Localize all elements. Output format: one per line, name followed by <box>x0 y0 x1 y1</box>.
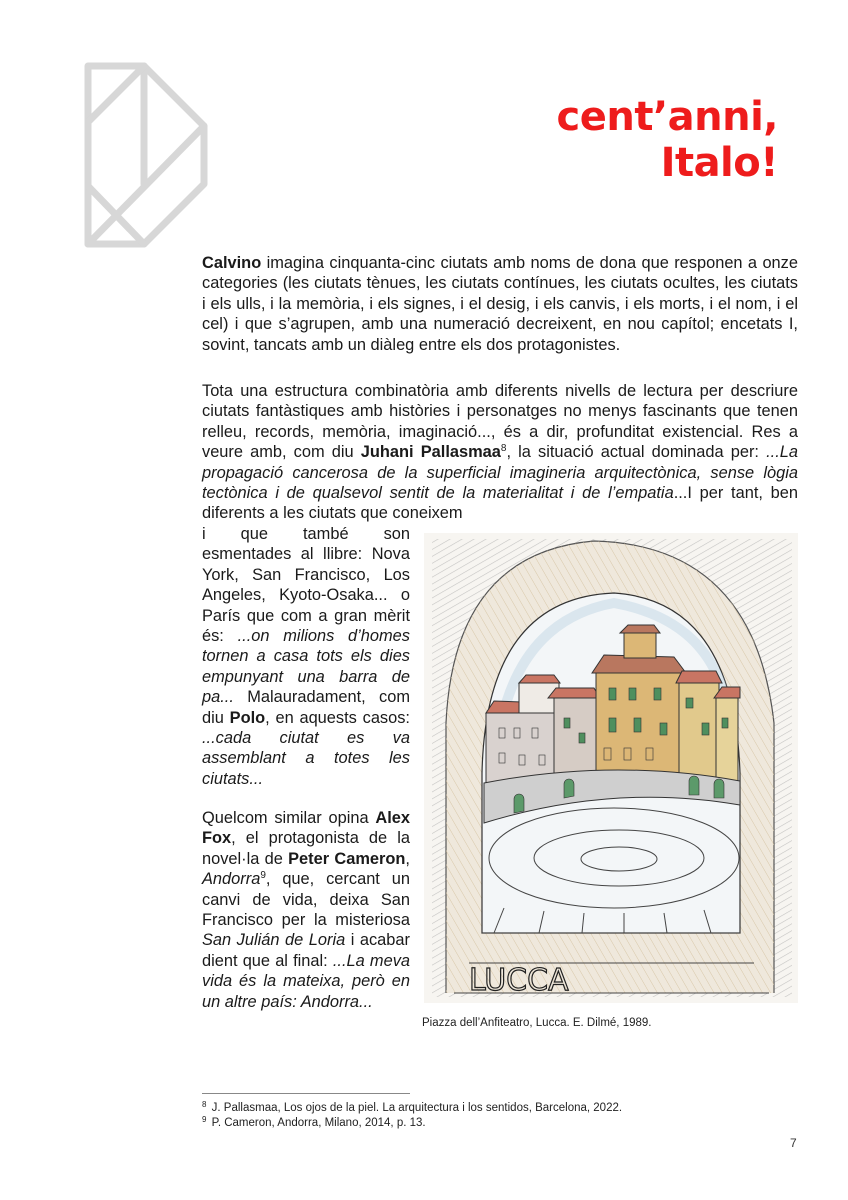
footnote-9 <box>202 1116 622 1131</box>
paragraph-4 <box>202 808 410 1012</box>
paragraph-3 <box>202 524 410 789</box>
sketch-label: LUCCA <box>469 963 569 998</box>
paragraph-2-text: , la situació actual dominada per: <box>506 443 767 462</box>
footnote-number: 9 <box>202 1115 207 1124</box>
paragraph-4-text: Quelcom similar opina <box>202 809 376 827</box>
bold-alex-fox: Alex Fox <box>202 809 410 848</box>
footnotes <box>202 1101 622 1131</box>
paragraph-4-text: , que, cercant un canvi de vida, deixa San Francisco per la misteriosa <box>202 870 410 930</box>
footnote-ref-8[interactable]: 8 <box>500 443 507 455</box>
paragraph-4-text: , <box>405 849 410 868</box>
bold-peter-cameron: Peter Cameron <box>288 849 406 868</box>
figure-caption: Piazza dell’Anfiteatro, Lucca. E. Dilmé, 1989. <box>422 1017 652 1029</box>
title-line-2: Italo! <box>660 140 778 186</box>
paragraph-3-text: i que també son esmentades al llibre: Nova York, San Francisco, Los Angeles, Kyoto-Osaka... o París que com a gran mèrit és: <box>202 525 410 646</box>
paragraph-2 <box>202 381 798 524</box>
paragraph-1 <box>202 253 798 355</box>
paragraph-2-text: ...I per tant, ben diferents a les ciutats que coneixem <box>202 484 799 523</box>
paragraph-3-text: Malauradament, com diu <box>202 688 410 727</box>
bold-pallasmaa: Juhani Pallasmaa <box>360 443 501 462</box>
footnote-text: P. Cameron, Andorra, Milano, 2014, p. 13. <box>208 1117 426 1129</box>
bold-polo: Polo <box>229 708 266 727</box>
publisher-logo-icon <box>84 62 212 248</box>
italic-san-julian: San Julián de Loria <box>202 931 346 950</box>
paragraph-1-text: imagina cinquanta-cinc ciutats amb noms de dona que responen a onze categories (les ciutats tènues, les ciutats contínues, les ciutats ocultes, les ciutats i els ulls, i la memòria, i els signes, i el desig, i els canvis, i els morts, i el nom, i el cel) i que s’agrupen, amb una numeració decreixent, en nou capítol; encetats I, sovint, tancats amb un diàleg entre els dos protagonistes. <box>202 254 798 354</box>
page-title <box>557 94 778 186</box>
bold-calvino: Calvino <box>202 254 262 272</box>
paragraph-2-text: Tota una estructura combinatòria amb diferents nivells de lectura per descriure ciutats fantàstiques amb històries i personatges no menys fascinants que tenen relleu, records, memòria, imaginació..., és a dir, profunditat existencial. Res a veure amb, com diu <box>202 382 798 462</box>
footnote-text: J. Pallasmaa, Los ojos de la piel. La arquitectura i los sentidos, Barcelona, 2022. <box>208 1102 623 1114</box>
lucca-sketch-image <box>424 533 798 1003</box>
paragraph-4-text: i acabar dient que al final: <box>202 931 410 970</box>
quote-pallasmaa: ...La propagació cancerosa de la superficial imagineria arquitectònica, sense lògia tectònica i de qualsevol sentit de la materialitat i de l’empatia <box>202 443 798 503</box>
paragraph-4-text: , el protagonista de la novel·la de <box>202 829 410 868</box>
italic-andorra: Andorra <box>202 870 261 889</box>
title-line-1: cent’anni, <box>556 94 778 140</box>
quote-polo: ...cada ciutat es va assemblant a totes les ciutats... <box>202 729 410 788</box>
quote-andorra: ...La meva vida és la mateixa, però en un altre país: Andorra... <box>202 951 410 1011</box>
footnote-divider <box>202 1093 410 1094</box>
quote-paris: ...on milions d’homes tornen a casa tots els dies empunyant una barra de pa... <box>202 627 410 707</box>
footnote-number: 8 <box>202 1100 207 1109</box>
footnote-ref-9[interactable]: 9 <box>260 870 266 882</box>
paragraph-3-text: , en aquests casos: <box>265 708 410 727</box>
footnote-8 <box>202 1101 622 1116</box>
page-number: 7 <box>790 1136 797 1150</box>
